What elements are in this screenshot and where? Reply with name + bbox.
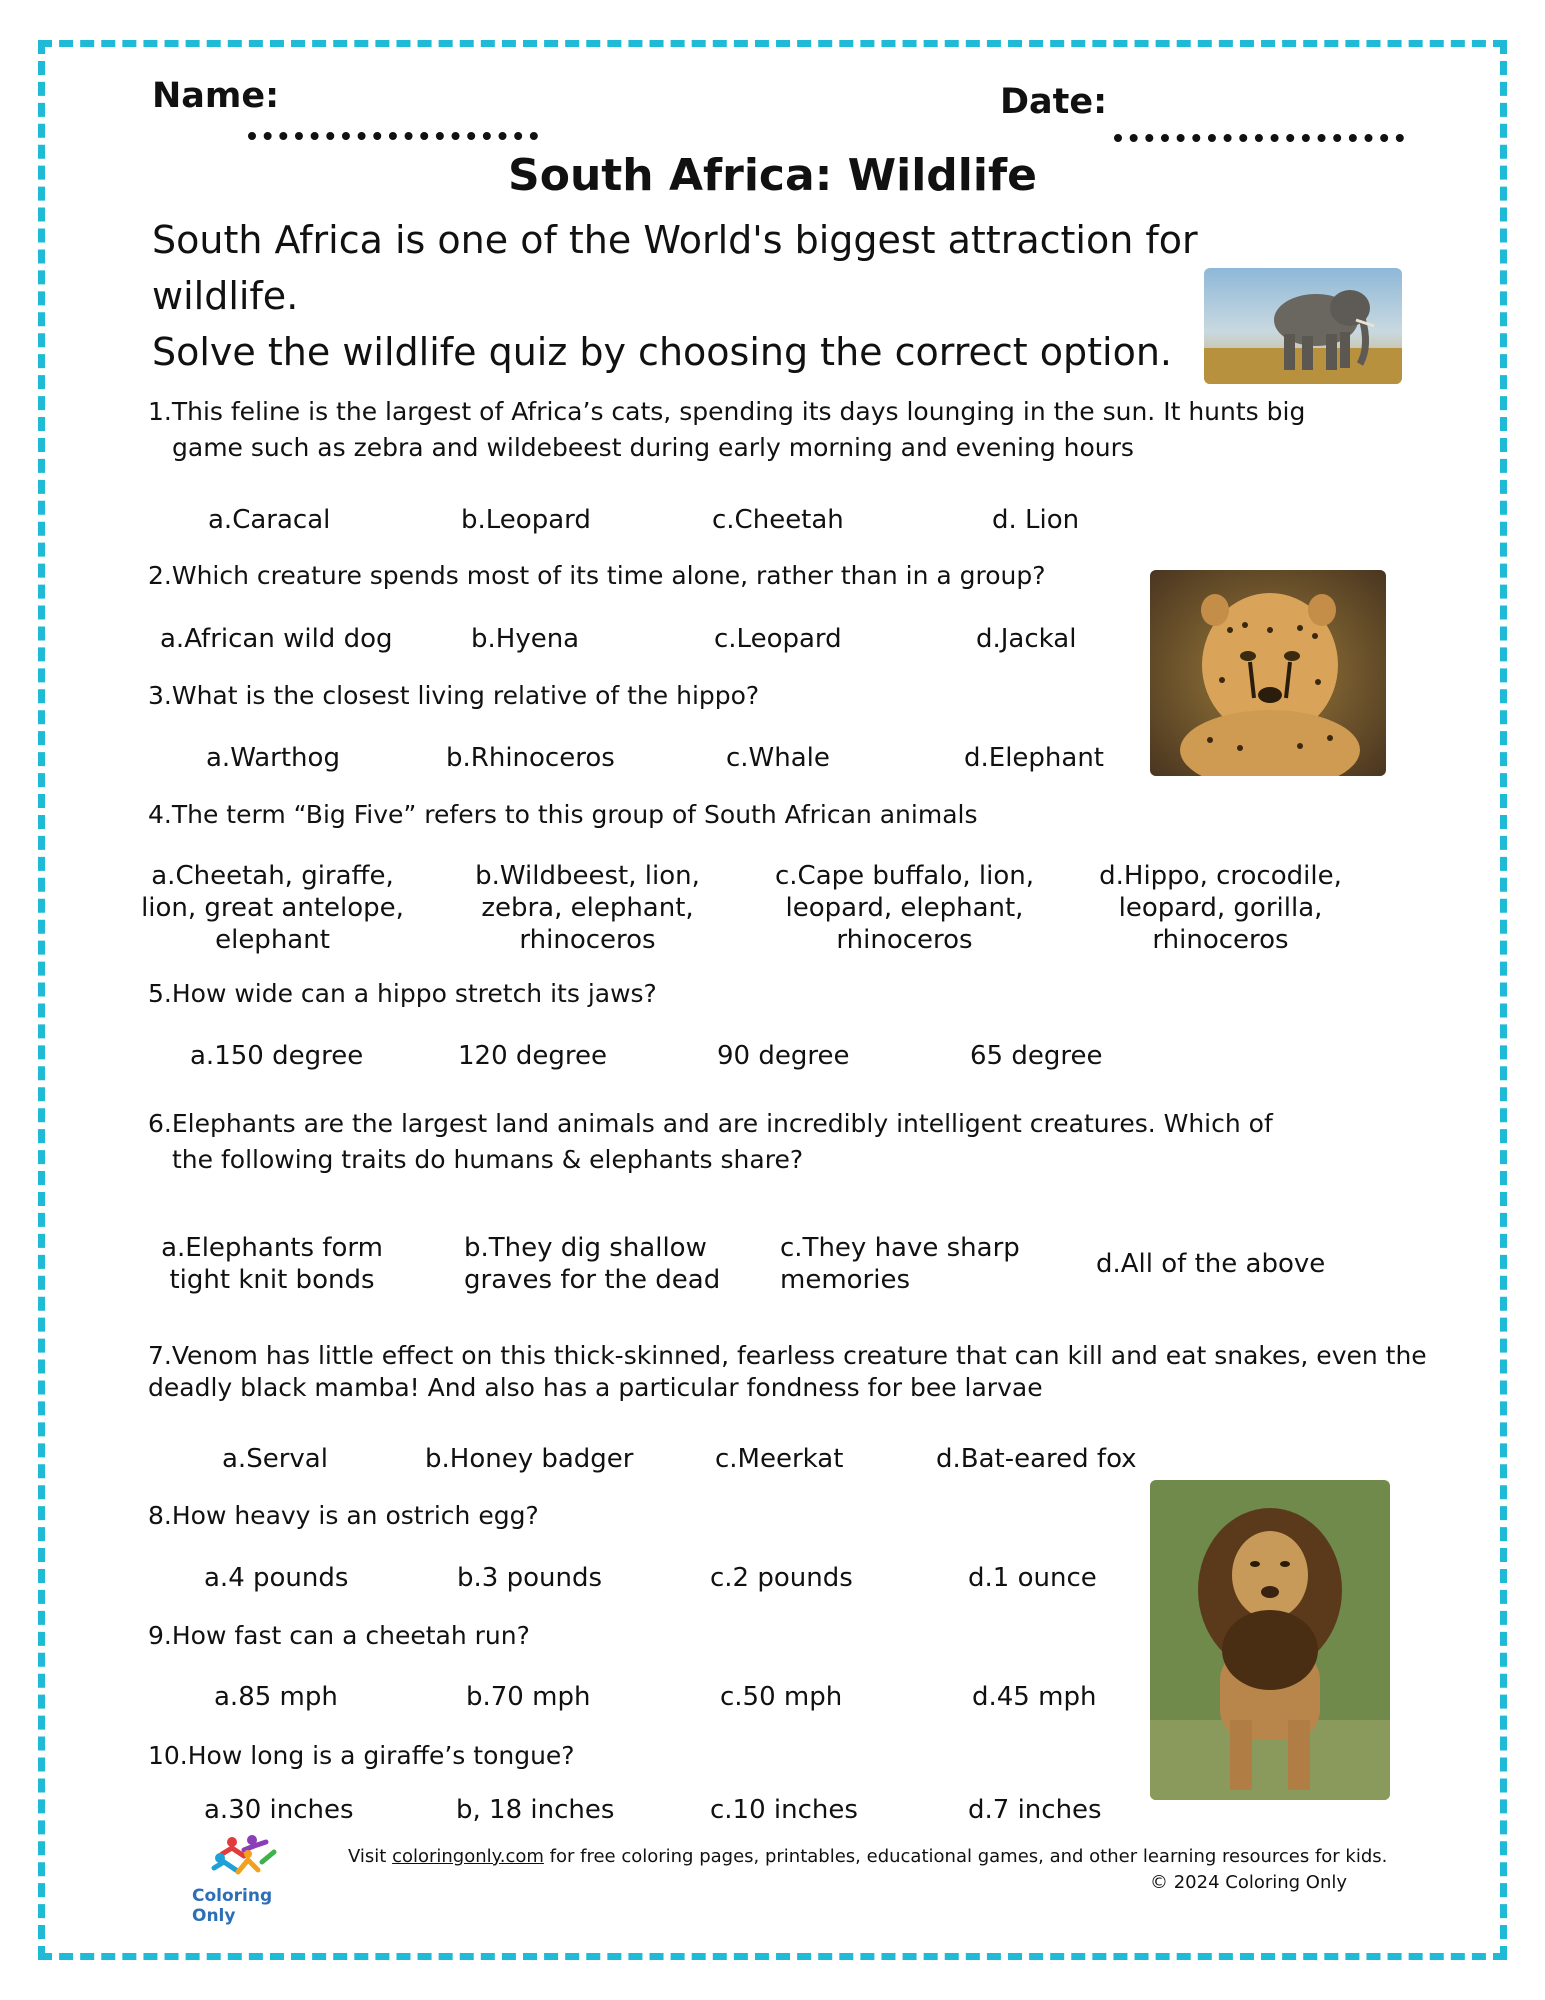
- intro-line-2: Solve the wildlife quiz by choosing the correct option.: [152, 330, 1172, 374]
- option-b[interactable]: b.Hyena: [471, 624, 580, 654]
- name-field[interactable]: [248, 132, 538, 140]
- option-c[interactable]: c.2 pounds: [710, 1563, 853, 1593]
- question-text: the following traits do humans & elephants share?: [172, 1145, 804, 1174]
- option-d[interactable]: d.Jackal: [976, 624, 1077, 654]
- question-7: [148, 1340, 1427, 1404]
- question-6: [148, 1106, 1273, 1178]
- option-d[interactable]: d.Bat-eared fox: [936, 1444, 1137, 1474]
- option-b[interactable]: b.Honey badger: [425, 1444, 634, 1474]
- option-b[interactable]: b.3 pounds: [457, 1563, 602, 1593]
- cheetah-photo: [1150, 570, 1386, 776]
- option-line: a.Cheetah, giraffe,: [151, 861, 394, 891]
- option-line: lion, great antelope,: [141, 893, 404, 923]
- option-c[interactable]: c.Cheetah: [712, 505, 844, 535]
- option-line: zebra, elephant,: [481, 893, 694, 923]
- option-line: graves for the dead: [464, 1265, 721, 1295]
- option-d[interactable]: d.1 ounce: [968, 1563, 1097, 1593]
- option-a[interactable]: a.Caracal: [208, 505, 331, 535]
- option-d[interactable]: 65 degree: [970, 1041, 1103, 1071]
- option-line: rhinoceros: [836, 925, 973, 955]
- question-text: 6.Elephants are the largest land animals and are incredibly intelligent creatures. Which of: [148, 1109, 1273, 1138]
- option-b[interactable]: b.Leopard: [461, 505, 591, 535]
- question-8: [148, 1498, 539, 1534]
- question-2: [148, 558, 1046, 594]
- name-label: Name:: [152, 76, 280, 116]
- option-d[interactable]: d.Elephant: [964, 743, 1105, 773]
- option-line: tight knit bonds: [169, 1265, 375, 1295]
- question-text: 5.How wide can a hippo stretch its jaws?: [148, 979, 657, 1008]
- option-line: rhinoceros: [1152, 925, 1289, 955]
- option-line: elephant: [215, 925, 330, 955]
- footer-visit-text: [348, 1846, 1387, 1867]
- footer-copyright: © 2024 Coloring Only: [1150, 1872, 1348, 1893]
- option-c[interactable]: c.Meerkat: [715, 1444, 844, 1474]
- option-a[interactable]: a.85 mph: [214, 1682, 338, 1712]
- option-line: memories: [780, 1265, 911, 1295]
- intro-line-1: South Africa is one of the World's biggest attraction for wildlife.: [152, 218, 1198, 318]
- intro-text: [152, 212, 1352, 380]
- footer-rest: for free coloring pages, printables, educational games, and other learning resources for kids.: [543, 1846, 1388, 1867]
- footer-link[interactable]: coloringonly.com: [392, 1846, 544, 1867]
- option-a[interactable]: a.Serval: [222, 1444, 328, 1474]
- option-b[interactable]: b, 18 inches: [456, 1795, 615, 1825]
- lion-photo: [1150, 1480, 1390, 1800]
- question-text: 3.What is the closest living relative of the hippo?: [148, 681, 760, 710]
- option-line: c.Cape buffalo, lion,: [775, 861, 1034, 891]
- option-a[interactable]: [152, 1232, 392, 1296]
- option-c[interactable]: c.Leopard: [714, 624, 842, 654]
- coloring-only-logo[interactable]: [192, 1832, 312, 1926]
- option-line: leopard, gorilla,: [1118, 893, 1323, 923]
- option-d[interactable]: d.7 inches: [968, 1795, 1102, 1825]
- question-text: 9.How fast can a cheetah run?: [148, 1621, 530, 1650]
- question-9: [148, 1618, 530, 1654]
- option-d[interactable]: d. Lion: [992, 505, 1080, 535]
- option-line: d.Hippo, crocodile,: [1099, 861, 1342, 891]
- option-c[interactable]: c.10 inches: [710, 1795, 858, 1825]
- option-b[interactable]: 120 degree: [458, 1041, 608, 1071]
- question-5: [148, 976, 657, 1012]
- option-a[interactable]: [140, 860, 405, 956]
- question-text: 1.This feline is the largest of Africa’s cats, spending its days lounging in the sun. It hunts big: [148, 397, 1306, 426]
- option-a[interactable]: a.Warthog: [206, 743, 340, 773]
- people-logo-icon: [192, 1832, 312, 1882]
- question-text: 7.Venom has little effect on this thick-skinned, fearless creature that can kill and eat snakes, even the: [148, 1341, 1427, 1370]
- logo-text: Coloring Only: [192, 1886, 273, 1926]
- option-a[interactable]: a.30 inches: [204, 1795, 354, 1825]
- option-d[interactable]: d.45 mph: [972, 1682, 1097, 1712]
- option-b[interactable]: [455, 860, 720, 956]
- page-title: South Africa: Wildlife: [508, 150, 1037, 201]
- option-b[interactable]: b.70 mph: [466, 1682, 591, 1712]
- option-d[interactable]: [1096, 1248, 1356, 1280]
- date-label: Date:: [1000, 82, 1108, 122]
- option-c[interactable]: [772, 860, 1037, 956]
- option-line: b.They dig shallow: [464, 1233, 707, 1263]
- question-text: 4.The term “Big Five” refers to this group of South African animals: [148, 800, 978, 829]
- option-c[interactable]: c.50 mph: [720, 1682, 843, 1712]
- option-line: c.They have sharp: [780, 1233, 1020, 1263]
- option-line: leopard, elephant,: [785, 893, 1024, 923]
- option-a[interactable]: a.African wild dog: [160, 624, 393, 654]
- option-a[interactable]: a.150 degree: [190, 1041, 364, 1071]
- option-c[interactable]: 90 degree: [717, 1041, 850, 1071]
- question-text: 10.How long is a giraffe’s tongue?: [148, 1741, 575, 1770]
- option-b[interactable]: [464, 1232, 724, 1296]
- question-text: game such as zebra and wildebeest during early morning and evening hours: [172, 433, 1134, 462]
- question-4: [148, 797, 978, 833]
- option-line: d.All of the above: [1096, 1249, 1326, 1279]
- option-c[interactable]: [780, 1232, 1040, 1296]
- footer-visit: Visit: [348, 1846, 393, 1867]
- question-1: [148, 394, 1305, 466]
- option-d[interactable]: [1088, 860, 1353, 956]
- date-field[interactable]: [1114, 134, 1404, 142]
- option-line: a.Elephants form: [161, 1233, 383, 1263]
- question-text: 8.How heavy is an ostrich egg?: [148, 1501, 539, 1530]
- question-text: deadly black mamba! And also has a particular fondness for bee larvae: [148, 1373, 1043, 1402]
- elephant-photo: [1204, 268, 1402, 384]
- question-3: [148, 678, 759, 714]
- option-a[interactable]: a.4 pounds: [204, 1563, 349, 1593]
- option-c[interactable]: c.Whale: [726, 743, 830, 773]
- question-10: [148, 1738, 575, 1774]
- option-line: b.Wildbeest, lion,: [475, 861, 700, 891]
- option-b[interactable]: b.Rhinoceros: [446, 743, 615, 773]
- question-text: 2.Which creature spends most of its time alone, rather than in a group?: [148, 561, 1046, 590]
- option-line: rhinoceros: [519, 925, 656, 955]
